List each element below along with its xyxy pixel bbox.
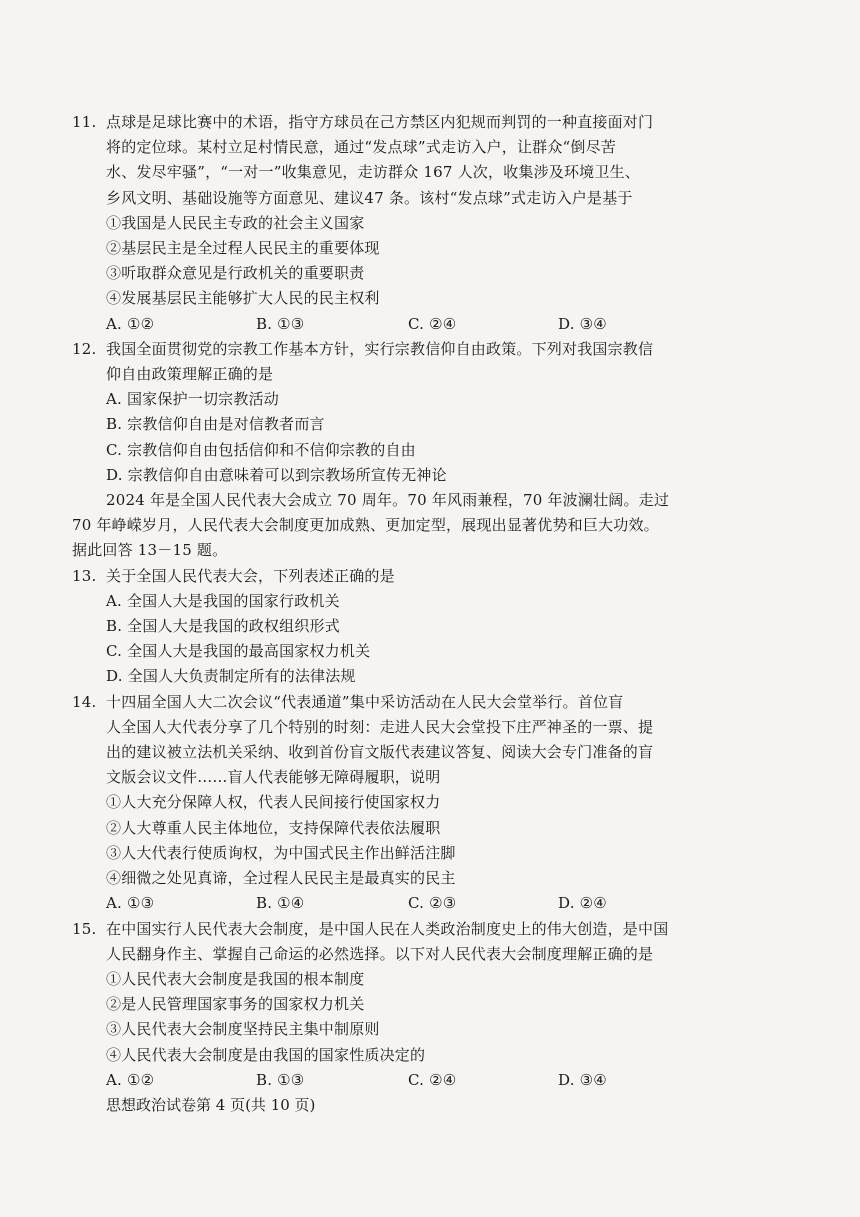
answer-choices xyxy=(72,891,792,916)
statement-option: ②是人民管理国家事务的国家权力机关 xyxy=(106,995,365,1014)
material-line: 据此回答 13－15 题。 xyxy=(72,541,228,560)
choice-a: A. ①③ xyxy=(106,894,155,913)
question-number: 12. xyxy=(72,339,97,358)
choice-c: C. ②③ xyxy=(408,894,457,913)
choice-a: A. ①② xyxy=(106,1070,155,1089)
statement-option: ①我国是人民民主专政的社会主义国家 xyxy=(106,213,365,232)
question-stem-text: 十四届全国人大二次会议“代表通道”集中采访活动在人民大会堂举行。首位盲 xyxy=(106,692,624,711)
answer-choices xyxy=(72,1068,792,1093)
choice-c: C. ②④ xyxy=(408,314,457,333)
material-line: 70 年峥嵘岁月，人民代表大会制度更加成熟、更加定型，展现出显著优势和巨大功效。 xyxy=(72,516,659,535)
question-stem-line: 水、发尽牢骚”，“一对一”收集意见，走访群众 167 人次，收集涉及环境卫生、 xyxy=(106,163,640,182)
statement-option: ④人民代表大会制度是由我国的国家性质决定的 xyxy=(106,1045,426,1064)
statement-option: ④细微之处见真谛，全过程人民民主是最真实的民主 xyxy=(106,869,456,888)
page-footer: 思想政治试卷第 4 页(共 10 页) xyxy=(106,1095,316,1114)
question-stem-text: 我国全面贯彻党的宗教工作基本方针，实行宗教信仰自由政策。下列对我国宗教信 xyxy=(106,339,654,358)
question-13 xyxy=(72,564,792,690)
question-stem-line xyxy=(72,917,792,942)
question-stem-line xyxy=(72,337,792,362)
choice-d: D. ②④ xyxy=(558,894,607,913)
question-12 xyxy=(72,337,792,488)
question-stem-line: 人民翻身作主、掌握自己命运的必然选择。以下对人民代表大会制度理解正确的是 xyxy=(106,944,654,963)
question-number: 11. xyxy=(72,113,97,131)
choice-d: D. ③④ xyxy=(558,314,607,333)
choice-a: A. 国家保护一切宗教活动 xyxy=(106,390,279,409)
statement-option: ③听取群众意见是行政机关的重要职责 xyxy=(106,264,365,283)
question-stem-text: 关于全国人民代表大会，下列表述正确的是 xyxy=(106,566,395,585)
material-line: 2024 年是全国人民代表大会成立 70 周年。70 年风雨兼程，70 年波澜壮阔。走过 xyxy=(106,491,670,510)
question-stem-line: 乡风文明、基础设施等方面意见、建议47 条。该村“发点球”式走访入户是基于 xyxy=(106,188,633,207)
statement-option: ③人大代表行使质询权，为中国式民主作出鲜活注脚 xyxy=(106,843,456,862)
question-number: 14. xyxy=(72,692,97,711)
question-stem-line: 仰自由政策理解正确的是 xyxy=(106,365,274,384)
question-stem-line: 出的建议被立法机关采纳、收到首份盲文版代表建议答复、阅读大会专门准备的盲 xyxy=(106,743,654,762)
choice-b: B. 宗教信仰自由是对信教者而言 xyxy=(106,415,325,434)
question-14 xyxy=(72,690,792,917)
choice-a: A. 全国人大是我国的国家行政机关 xyxy=(106,591,340,610)
choice-b: B. 全国人大是我国的政权组织形式 xyxy=(106,617,340,636)
choice-c: C. ②④ xyxy=(408,1070,457,1089)
choice-b: B. ①③ xyxy=(256,314,305,333)
choice-d: D. ③④ xyxy=(558,1070,607,1089)
statement-option: ①人民代表大会制度是我国的根本制度 xyxy=(106,969,365,988)
statement-option: ②人大尊重人民主体地位，支持保障代表依法履职 xyxy=(106,818,441,837)
choice-b: B. ①④ xyxy=(256,894,305,913)
question-15 xyxy=(72,917,792,1093)
question-11 xyxy=(72,110,792,337)
question-number: 13. xyxy=(72,566,97,585)
statement-option: ③人民代表大会制度坚持民主集中制原则 xyxy=(106,1020,380,1039)
question-stem-line: 文版会议文件……盲人代表能够无障碍履职，说明 xyxy=(106,768,441,787)
question-stem-line xyxy=(72,564,792,589)
choice-d: D. 宗教信仰自由意味着可以到宗教场所宣传无神论 xyxy=(106,465,447,484)
question-stem-text: 点球是足球比赛中的术语，指守方球员在己方禁区内犯规而判罚的一种直接面对门 xyxy=(106,113,654,131)
answer-choices xyxy=(72,312,792,337)
statement-option: ④发展基层民主能够扩大人民的民主权利 xyxy=(106,289,380,308)
question-stem-line: 将的定位球。某村立足村情民意，通过“发点球”式走访入户，让群众“倒尽苦 xyxy=(106,138,617,157)
choice-c: C. 宗教信仰自由包括信仰和不信仰宗教的自由 xyxy=(106,440,416,459)
choice-c: C. 全国人大是我国的最高国家权力机关 xyxy=(106,642,371,661)
statement-option: ①人大充分保障人权，代表人民间接行使国家权力 xyxy=(106,793,441,812)
statement-option: ②基层民主是全过程人民民主的重要体现 xyxy=(106,239,380,258)
reading-material xyxy=(72,488,792,564)
choice-d: D. 全国人大负责制定所有的法律法规 xyxy=(106,667,356,686)
question-stem-line: 人全国人大代表分享了几个特别的时刻：走进人民大会堂投下庄严神圣的一票、提 xyxy=(106,717,654,736)
choice-b: B. ①③ xyxy=(256,1070,305,1089)
question-number: 15. xyxy=(72,919,97,938)
question-stem-line xyxy=(72,110,792,135)
exam-content xyxy=(72,110,792,1118)
question-stem-line xyxy=(72,690,792,715)
question-stem-text: 在中国实行人民代表大会制度，是中国人民在人类政治制度史上的伟大创造，是中国 xyxy=(106,919,669,938)
choice-a: A. ①② xyxy=(106,314,155,333)
